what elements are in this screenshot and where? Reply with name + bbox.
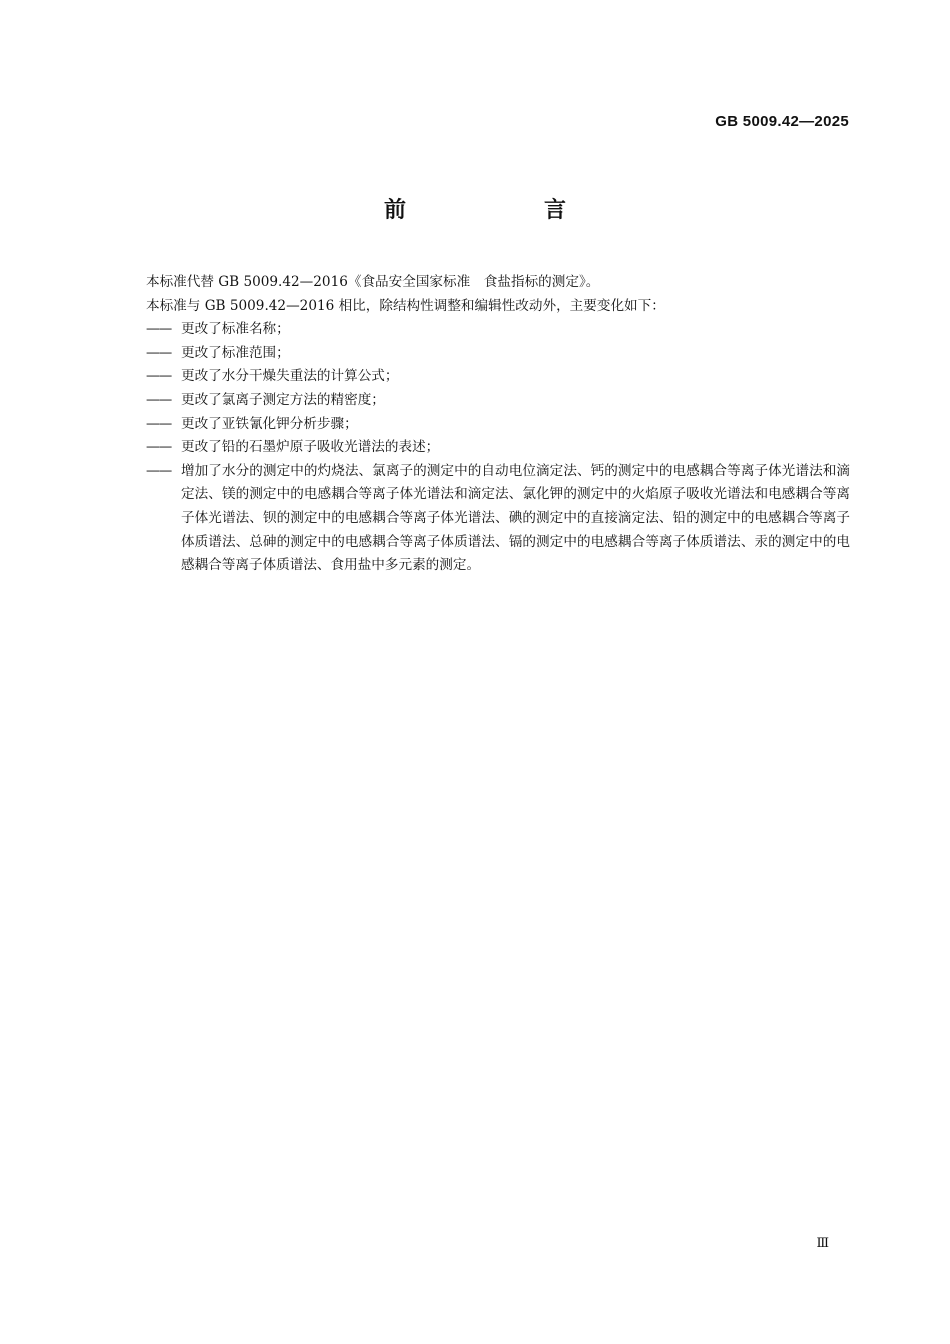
dash-marker: —— (146, 462, 172, 479)
dash-marker: —— (146, 391, 172, 408)
dash-marker: —— (146, 439, 172, 456)
change-item-text: 更改了标准名称； (181, 321, 290, 338)
change-item-text: 更改了亚铁氰化钾分析步骤； (181, 415, 358, 432)
change-item (146, 342, 850, 366)
change-item-text: 更改了标准范围； (181, 344, 290, 361)
replacement-statement: 本标准代替 GB 5009.42—2016《食品安全国家标准 食盐指标的测定》。 (146, 274, 600, 290)
change-item-text: 增加了水分的测定中的灼烧法、氯离子的测定中的自动电位滴定法、钙的测定中的电感耦合等离子体光谱法和滴定法、镁的测定中的电感耦合等离子体光谱法和滴定法、氯化钾的测定中的火焰原子吸收光谱法和电感耦合等离子体光谱法、钡的测定中的电感耦合等离子体光谱法、碘的测定中的直接滴定法、铅的测定中的电感耦合等离子体质谱法、总砷的测定中的电感耦合等离子体质谱法、镉的测定中的电感耦合等离子体质谱法、汞的测定中的电感耦合等离子体质谱法、食用盐中多元素的测定。 (181, 462, 850, 574)
change-item-text: 更改了氯离子测定方法的精密度； (181, 391, 385, 408)
change-item (146, 389, 850, 413)
change-item (146, 413, 850, 437)
change-item (146, 365, 850, 389)
dash-marker: —— (146, 415, 172, 432)
page-number: Ⅲ (816, 1236, 829, 1251)
dash-marker: —— (146, 321, 172, 338)
change-item-text: 更改了铅的石墨炉原子吸收光谱法的表述； (181, 439, 440, 456)
page-title: 前 言 (383, 198, 624, 223)
document-body (146, 271, 850, 578)
change-item-text: 更改了水分干燥失重法的计算公式； (181, 368, 399, 385)
standard-number: GB 5009.42—2025 (715, 113, 849, 130)
changes-intro: 本标准与 GB 5009.42—2016 相比，除结构性调整和编辑性改动外，主要变化如下： (146, 297, 665, 314)
dash-marker: —— (146, 344, 172, 361)
change-item (146, 318, 850, 342)
change-item (146, 436, 850, 460)
dash-marker: —— (146, 368, 172, 385)
change-item (146, 460, 850, 578)
